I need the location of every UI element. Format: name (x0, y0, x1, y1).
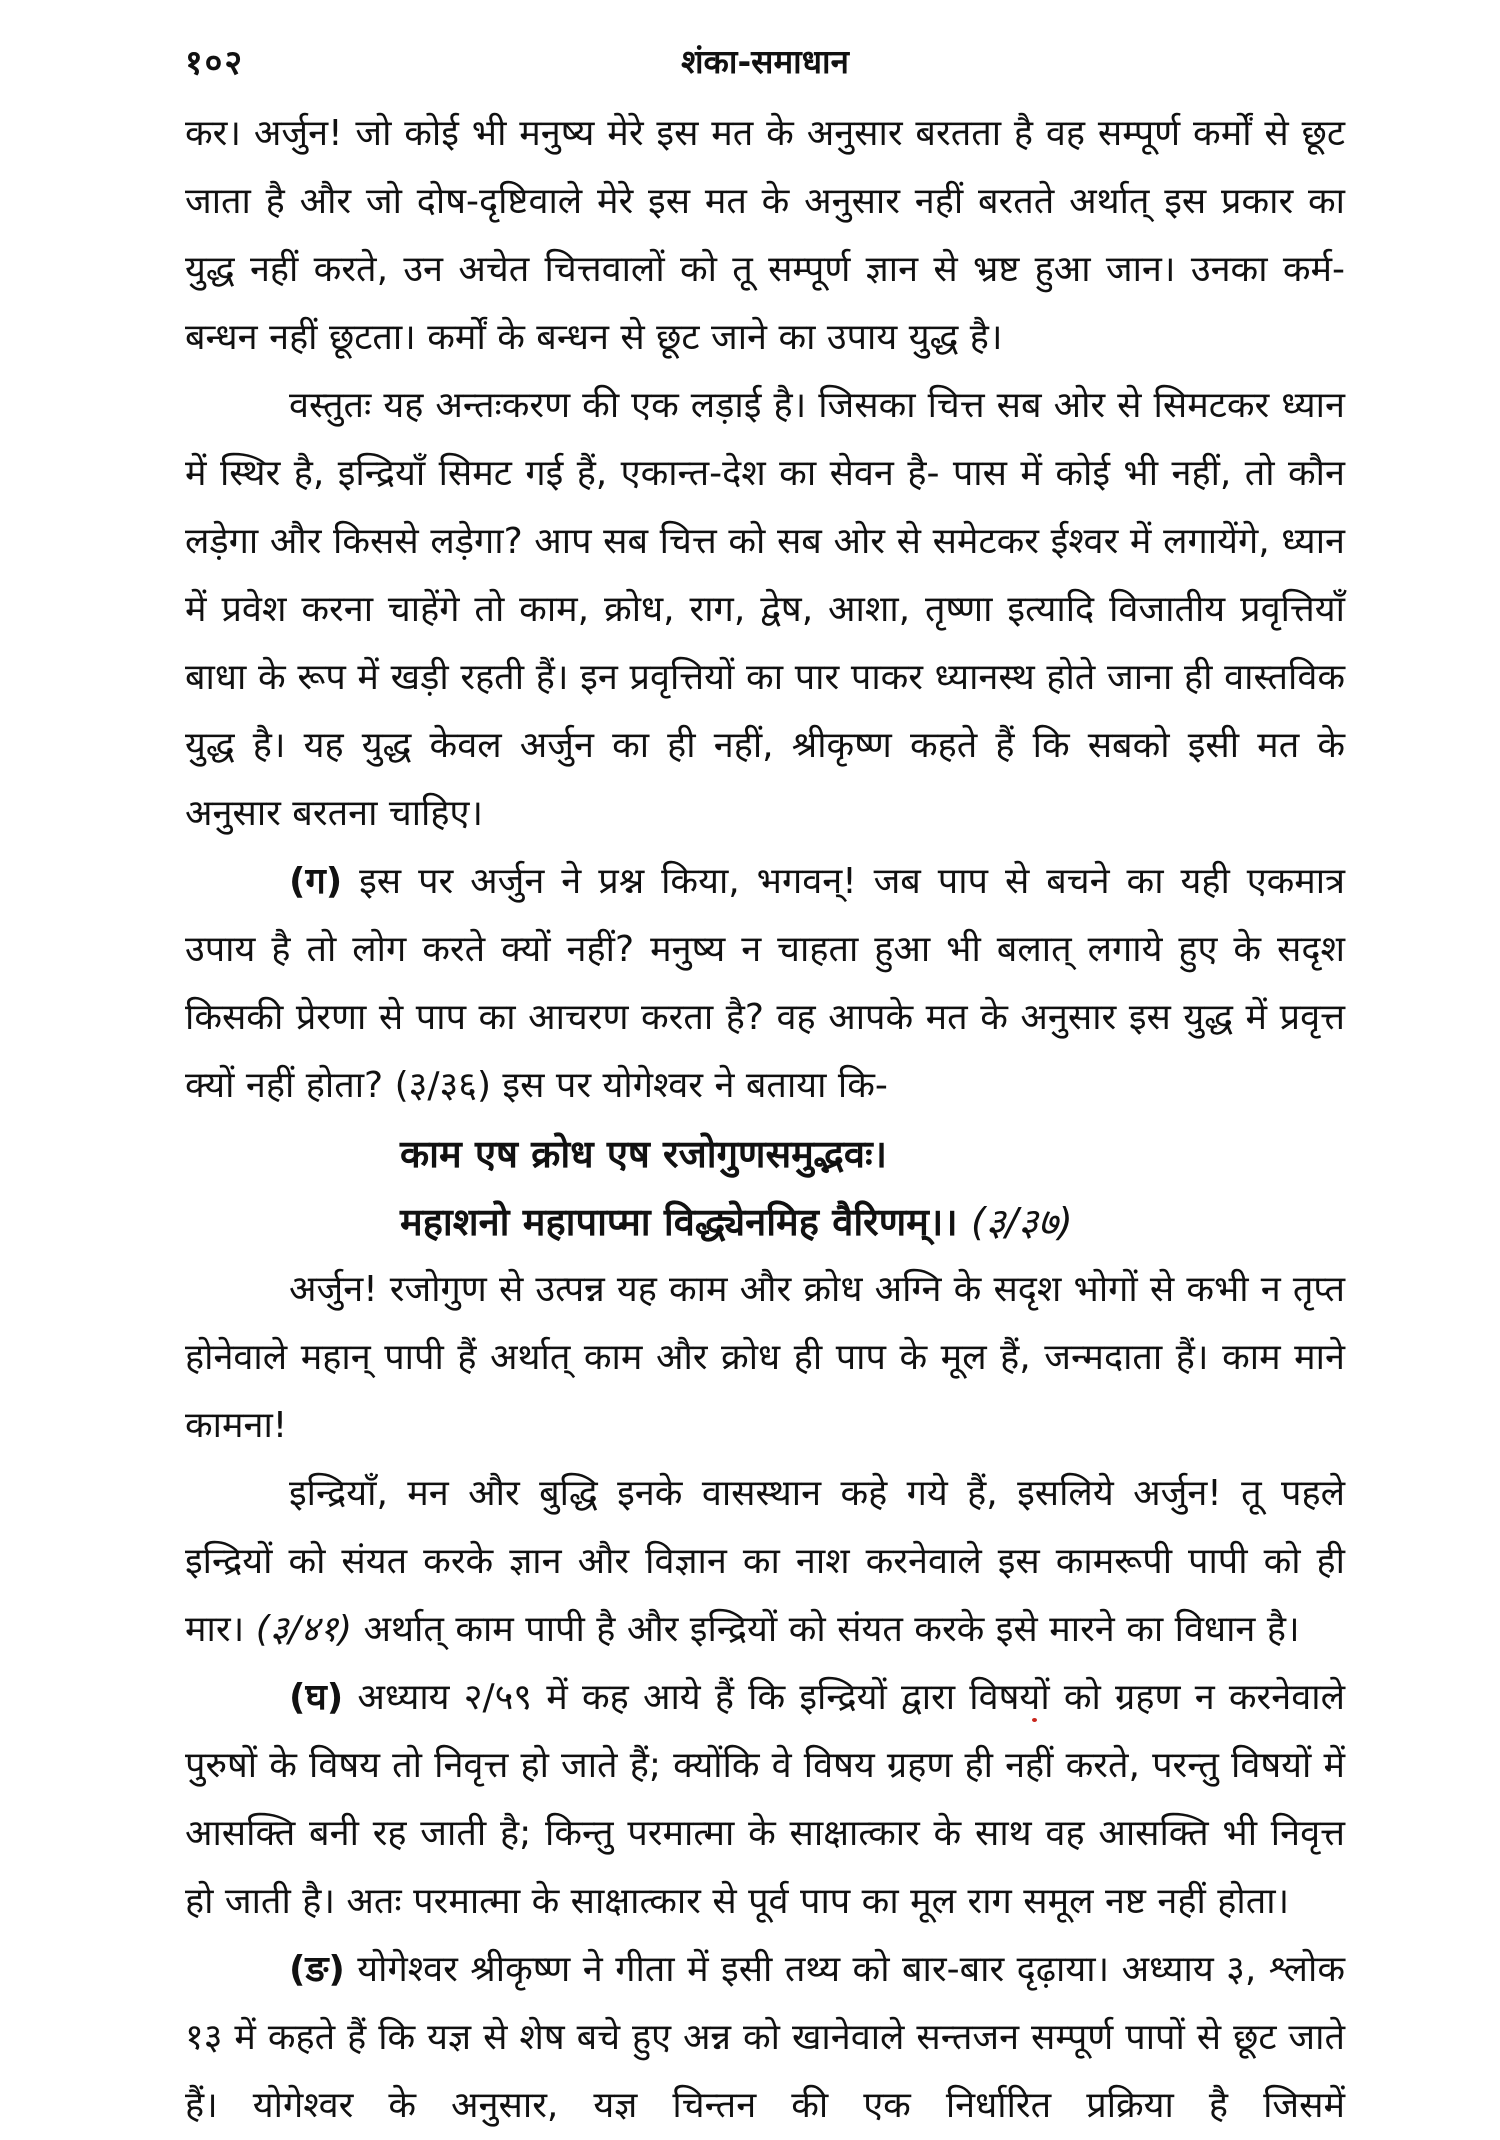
section-marker-gha: (घ) (289, 1677, 344, 1718)
paragraph-3 (185, 848, 1345, 1120)
section-marker-nga: (ङ) (289, 1949, 345, 1990)
page-header (185, 38, 1345, 98)
ink-speck (1032, 1718, 1037, 1722)
paragraph-4: अर्जुन! रजोगुण से उत्पन्न यह काम और क्रोध अग्नि के सदृश भोगों से कभी न तृप्त होनेवाले महान् पापी हैं अर्थात् काम और क्रोध ही पाप के मूल हैं, जन्मदाता हैं। काम माने कामना! (185, 1269, 1345, 1446)
paragraph-5-reference: (३/४१) (255, 1609, 353, 1650)
page-number: १०२ (185, 43, 245, 83)
paragraph-5 (185, 1460, 1345, 1664)
paragraph-6 (185, 1664, 1345, 1936)
paragraph-3-text: इस पर अर्जुन ने प्रश्न किया, भगवन्! जब पाप से बचने का यही एकमात्र उपाय है तो लोग करते क्यों नहीं? मनुष्य न चाहता हुआ भी बलात् लगाये हुए के सदृश किसकी प्रेरणा से पाप का आचरण करता है? वह आपके मत के अनुसार इस युद्ध में प्रवृत्त क्यों नहीं होता? (३/३६) इस पर योगेश्वर ने बताया कि- (185, 861, 1345, 1106)
paragraph-6-text: अध्याय २/५९ में कह आये हैं कि इन्द्रियों द्वारा विषयों को ग्रहण न करनेवाले पुरुषों के विषय तो निवृत्त हो जाते हैं; क्योंकि वे विषय ग्रहण ही नहीं करते, परन्तु विषयों में आसक्ति बनी रह जाती है; किन्तु परमात्मा के साक्षात्कार के साथ वह आसक्ति भी निवृत्त हो जाती है। अतः परमात्मा के साक्षात्कार से पूर्व पाप का मूल राग समूल नष्ट नहीं होता। (185, 1677, 1345, 1922)
section-marker-ga: (ग) (289, 861, 343, 902)
verse-line-1: काम एष क्रोध एष रजोगुणसमुद्भवः। (400, 1132, 888, 1176)
verse-line-2 (185, 1188, 1345, 1256)
body-text (185, 100, 1345, 2140)
verse-line-2-text: महाशनो महापाप्मा विद्ध्येनमिह वैरिणम्।। (400, 1200, 958, 1244)
running-title: शंका-समाधान (681, 42, 849, 81)
paragraph-1: कर। अर्जुन! जो कोई भी मनुष्य मेरे इस मत के अनुसार बरतता है वह सम्पूर्ण कर्मों से छूट जाता है और जो दोष-दृष्टिवाले मेरे इस मत के अनुसार नहीं बरतते अर्थात् इस प्रकार का युद्ध नहीं करते, उन अचेत चित्तवालों को तू सम्पूर्ण ज्ञान से भ्रष्ट हुआ जान। उनका कर्म-बन्धन नहीं छूटता। कर्मों के बन्धन से छूट जाने का उपाय युद्ध है। (185, 113, 1345, 358)
verse-reference: (३/३७) (970, 1200, 1073, 1244)
paragraph-7-text: योगेश्वर श्रीकृष्ण ने गीता में इसी तथ्य को बार-बार दृढ़ाया। अध्याय ३, श्लोक १३ में कहते हैं कि यज्ञ से शेष बचे हुए अन्न को खानेवाले सन्तजन सम्पूर्ण पापों से छूट जाते हैं। योगेश्वर के अनुसार, यज्ञ चिन्तन की एक निर्धारित प्रक्रिया है जिसमें (185, 1949, 1345, 2126)
paragraph-5-text-a: इन्द्रियाँ, मन और बुद्धि इनके वासस्थान कहे गये हैं, इसलिये अर्जुन! तू पहले इन्द्रियों को संयत करके ज्ञान और विज्ञान का नाश करनेवाले इस कामरूपी पापी को ही मार। (185, 1473, 1345, 1650)
paragraph-2: वस्तुतः यह अन्तःकरण की एक लड़ाई है। जिसका चित्त सब ओर से सिमटकर ध्यान में स्थिर है, इन्द्रियाँ सिमट गई हैं, एकान्त-देश का सेवन है- पास में कोई भी नहीं, तो कौन लड़ेगा और किससे लड़ेगा? आप सब चित्त को सब ओर से समेटकर ईश्वर में लगायेंगे, ध्यान में प्रवेश करना चाहेंगे तो काम, क्रोध, राग, द्वेष, आशा, तृष्णा इत्यादि विजातीय प्रवृत्तियाँ बाधा के रूप में खड़ी रहती हैं। इन प्रवृत्तियों का पार पाकर ध्यानस्थ होते जाना ही वास्तविक युद्ध है। यह युद्ध केवल अर्जुन का ही नहीं, श्रीकृष्ण कहते हैं कि सबको इसी मत के अनुसार बरतना चाहिए। (185, 385, 1345, 834)
paragraph-5-text-b: अर्थात् काम पापी है और इन्द्रियों को संयत करके इसे मारने का विधान है। (363, 1609, 1300, 1650)
paragraph-7 (185, 1936, 1345, 2140)
